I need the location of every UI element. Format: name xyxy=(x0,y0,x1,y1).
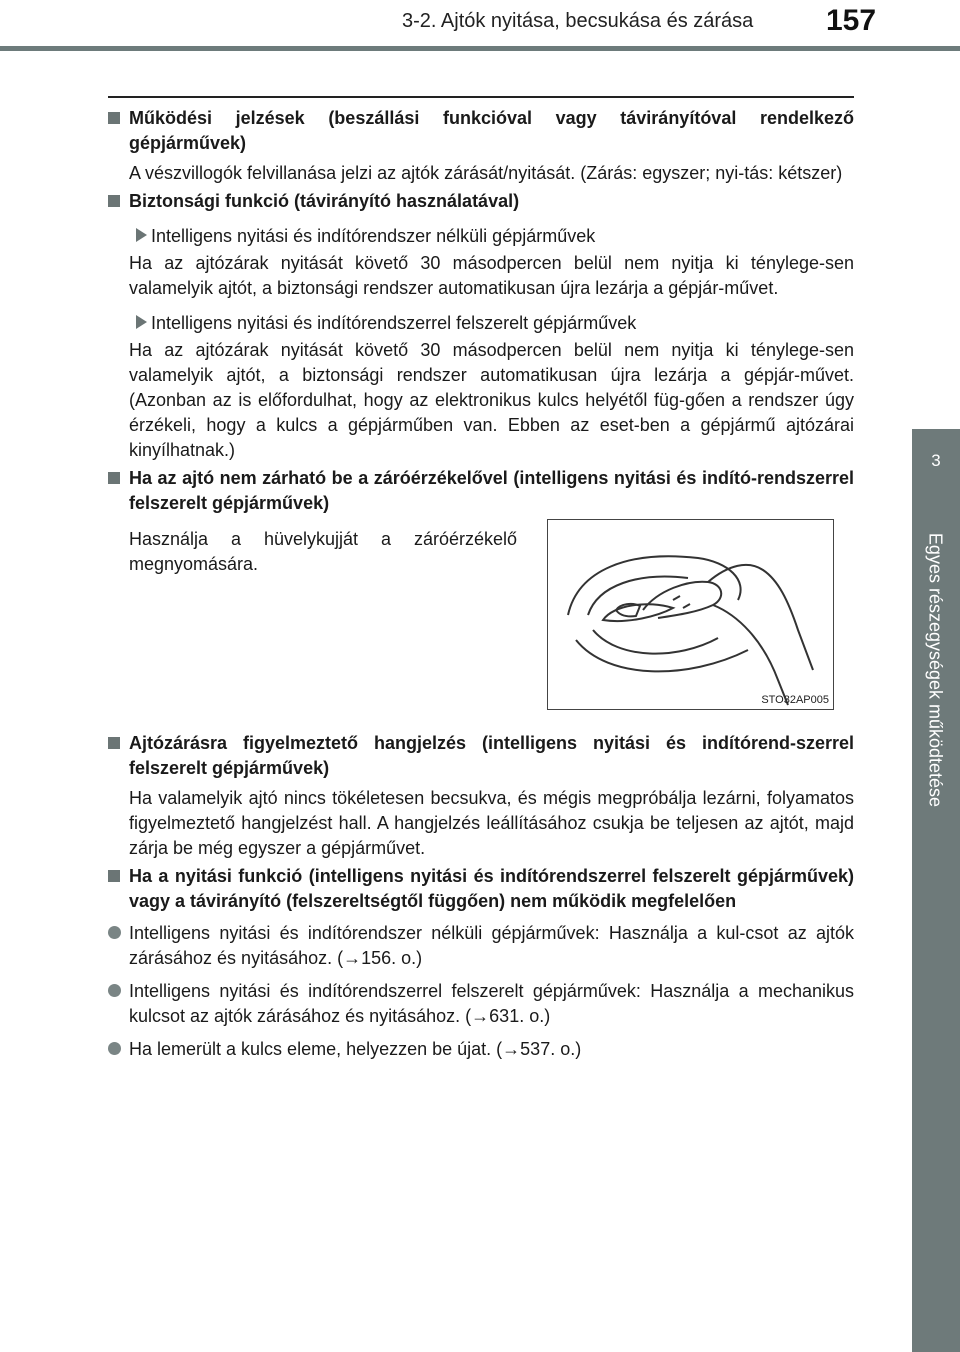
section-body: Használja a hüvelykujját a záróérzékelő megnyomására. xyxy=(129,529,517,574)
section-heading: Ajtózárásra figyelmeztető hangjelzés (intelligens nyitási és indítórend-szerrel felszerelt gépjárművek) xyxy=(108,731,854,781)
square-bullet-icon xyxy=(108,737,120,749)
square-bullet-icon xyxy=(108,472,120,484)
section-heading: Ha a nyitási funkció (intelligens nyitási és indítórendszerrel felszerelt gépjárművek) vagy a távirányító (felszereltségtől függően) nem működik megfelelően xyxy=(108,864,854,914)
square-bullet-icon xyxy=(108,195,120,207)
triangle-bullet-icon xyxy=(136,315,147,329)
list-item: Ha lemerült a kulcs eleme, helyezzen be újat. (→537. o.) xyxy=(108,1037,854,1062)
page-content xyxy=(108,104,854,1062)
header-section-title: 3-2. Ajtók nyitása, becsukása és zárása xyxy=(402,10,754,32)
list-item: Intelligens nyitási és indítórendszer nélküli gépjárművek: Használja a kul-csot az ajtók zárásához és nyitásához. (→156. o.) xyxy=(108,921,854,971)
list-item: Intelligens nyitási és indítórendszerrel felszerelt gépjárművek: Használja a mechanikus kulcsot az ajtók zárásához és nyitásához. (→631. o.) xyxy=(108,979,854,1029)
figure-code: STO32AP005 xyxy=(761,694,829,706)
section-body: Ha valamelyik ajtó nincs tökéletesen becsukva, és mégis megpróbálja lezárni, folyamatos figyelmeztető hangjelzést hall. A hangjelzés leállításához csukja be teljesen az ajtót, majd zárja be még egyszer a gépjárművet. xyxy=(129,788,854,858)
subsection-heading: Intelligens nyitási és indítórendszerrel felszerelt gépjárművek xyxy=(136,311,854,336)
circle-bullet-icon xyxy=(108,926,121,939)
chapter-tab[interactable] xyxy=(912,429,960,511)
square-bullet-icon xyxy=(108,870,120,882)
subsection-heading: Intelligens nyitási és indítórendszer nélküli gépjárművek xyxy=(136,224,854,249)
circle-bullet-icon xyxy=(108,1042,121,1055)
section-heading: Működési jelzések (beszállási funkcióval vagy távirányítóval rendelkező gépjárművek) xyxy=(108,106,854,156)
section-heading: Ha az ajtó nem zárható be a záróérzékelővel (intelligens nyitási és indító-rendszerrel felszerelt gépjárművek) xyxy=(108,466,854,516)
circle-bullet-icon xyxy=(108,984,121,997)
triangle-bullet-icon xyxy=(136,228,147,242)
chapter-title: Egyes részegységek működtetése xyxy=(925,532,946,808)
square-bullet-icon xyxy=(108,112,120,124)
page-number: 157 xyxy=(826,4,877,37)
subsection-body: Ha az ajtózárak nyitását követő 30 másodpercen belül nem nyitja ki ténylege-sen valamelyik ajtót, a biztonsági rendszer automatikusan újra lezárja a gépjár-művet. xyxy=(129,253,854,298)
door-handle-illustration xyxy=(547,519,834,710)
chapter-number: 3 xyxy=(931,451,941,470)
thumb-on-lock-sensor-image xyxy=(548,520,833,709)
figure-row xyxy=(129,519,854,710)
section-body: A vészvillogók felvillanása jelzi az ajtók zárását/nyitását. (Zárás: egyszer; nyi-tás: kétszer) xyxy=(129,163,843,183)
content-top-rule xyxy=(108,96,854,98)
section-heading: Biztonsági funkció (távirányító használatával) xyxy=(108,189,854,214)
header-rule xyxy=(0,46,960,51)
subsection-body: Ha az ajtózárak nyitását követő 30 másodpercen belül nem nyitja ki ténylege-sen valamelyik ajtót, a biztonsági rendszer automatikusan újra lezárja a gépjár-művet. (Azonban az is előfordulhat, hogy az elektronikus kulcs helyétől füg-gően a rendszer úgy érzékeli, hogy a kulcs a gépjárműben van. Ebben az eset-ben a gépjármű ajtózárai kinyílhatnak.) xyxy=(129,340,854,460)
